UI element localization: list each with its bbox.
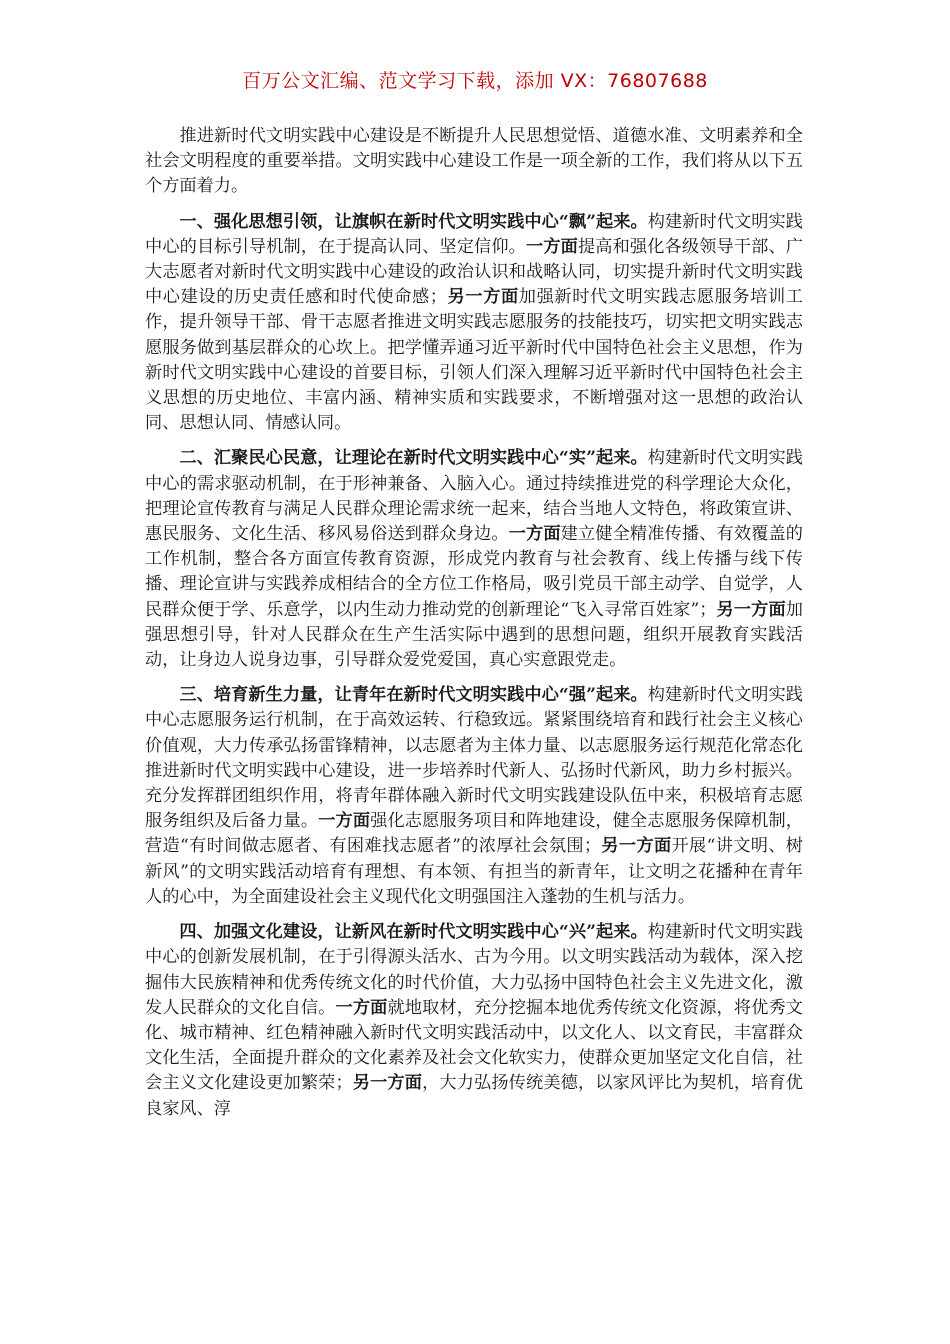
- section-text: 构建新时代文明实践中心志愿服务运行机制，在于高效运转、行稳致远。紧紧围绕培育和践行社会主义核心价值观，大力传承弘扬雷锋精神，以志愿者为主体力量、以志愿服务运行规范化常态化推进新时代文明实践中心建设，进一步培养时代新人、弘扬时代新风，助力乡村振兴。充分发挥群团组织作用，将青年群体融入新时代文明实践建设队伍中来，积极培育志愿服务组织及后备力量。: [145, 685, 803, 832]
- section-heading: 四、加强文化建设，让新风在新时代文明实践中心“兴”起来。: [179, 922, 648, 943]
- emphasis-label: 另一方面: [716, 599, 786, 620]
- document-body: [145, 124, 803, 1132]
- section-text: 建立健全精准传播、有效覆盖的工作机制，整合各方面宣传教育资源，形成党内教育与社会教育、线上传播与线下传播、理论宣讲与实践养成相结合的全方位工作格局，吸引党员干部主动学、自觉学，人民群众便于学、乐意学，以内生动力推动党的创新理论“飞入寻常百姓家”；: [145, 524, 803, 620]
- emphasis-label: 一方面: [526, 236, 578, 257]
- emphasis-label: 另一方面: [601, 836, 672, 857]
- section-text: ，大力弘扬传统美德，以家风评比为契机，培育优良家风、淳: [145, 1073, 803, 1119]
- section-paragraph-1: [145, 210, 803, 437]
- section-text: 就地取材，充分挖掘本地优秀传统文化资源，将优秀文化、城市精神、红色精神融入新时代文明实践活动中，以文化人、以文育民，丰富群众文化生活，全面提升群众的文化素养及社会文化软实力，使群众更加坚定文化自信，社会主义文化建设更加繁荣；: [145, 997, 803, 1094]
- section-text: 加强新时代文明实践志愿服务培训工作，提升领导干部、骨干志愿者推进文明实践志愿服务的技能技巧，切实把文明实践志愿服务做到基层群众的心坎上。把学懂弄通习近平新时代中国特色社会主义思想，作为新时代文明实践中心建设的首要目标，引领人们深入理解习近平新时代中国特色社会主义思想的历史地位、丰富内涵、精神实质和实践要求，不断增强对这一思想的政治认同、思想认同、情感认同。: [145, 287, 803, 434]
- section-paragraph-3: [145, 683, 803, 910]
- intro-paragraph: 推进新时代文明实践中心建设是不断提升人民思想觉悟、道德水准、文明素养和全社会文明程度的重要举措。文明实践中心建设工作是一项全新的工作，我们将从以下五个方面着力。: [145, 126, 803, 197]
- section-text: 强化志愿服务项目和阵地建设，健全志愿服务保障机制，营造“有时间做志愿者、有困难找志愿者”的浓厚社会氛围；: [145, 811, 803, 857]
- section-text: 构建新时代文明实践中心的目标引导机制，在于提高认同、坚定信仰。: [145, 211, 803, 257]
- section-heading: 一、强化思想引领，让旗帜在新时代文明实践中心“飘”起来。: [179, 211, 648, 232]
- section-text: 提高和强化各级领导干部、广大志愿者对新时代文明实践中心建设的政治认识和战略认同，切实提升新时代文明实践中心建设的历史责任感和时代使命感；: [145, 236, 803, 308]
- emphasis-label: 另一方面: [446, 287, 519, 308]
- section-paragraph-4: [145, 920, 803, 1122]
- section-text: 开展“讲文明、树新风”的文明实践活动培育有理想、有本领、有担当的新青年，让文明之花播种在青年人的心中，为全面建设社会主义现代化文明强国注入蓬勃的生机与活力。: [145, 836, 803, 907]
- section-paragraph-2: [145, 446, 803, 673]
- section-heading: 三、培育新生力量，让青年在新时代文明实践中心“强”起来。: [179, 685, 648, 706]
- emphasis-label: 一方面: [318, 811, 371, 832]
- emphasis-label: 另一方面: [352, 1073, 423, 1094]
- emphasis-label: 一方面: [508, 524, 561, 545]
- section-text: 加强思想引导，针对人民群众在生产生活实际中遇到的思想问题，组织开展教育实践活动，让身边人说身边事，引导群众爱党爱国，真心实意跟党走。: [145, 599, 803, 671]
- emphasis-label: 一方面: [335, 997, 388, 1018]
- page-header-banner: 百万公文汇编、范文学习下载，添加 VX：76807688: [242, 70, 708, 92]
- section-text: 构建新时代文明实践中心的创新发展机制，在于引得源头活水、古为今用。以文明实践活动为载体，深入挖掘伟大民族精神和优秀传统文化的时代价值，大力弘扬中国特色社会主义先进文化，激发人民群众的文化自信。: [145, 922, 803, 1018]
- section-text: 构建新时代文明实践中心的需求驱动机制，在于形神兼备、入脑入心。通过持续推进党的科学理论大众化，把理论宣传教育与满足人民群众理论需求统一起来，结合当地人文特色，将政策宣讲、惠民服务、文化生活、移风易俗送到群众身边。: [145, 448, 803, 545]
- section-heading: 二、汇聚民心民意，让理论在新时代文明实践中心“实”起来。: [179, 448, 648, 469]
